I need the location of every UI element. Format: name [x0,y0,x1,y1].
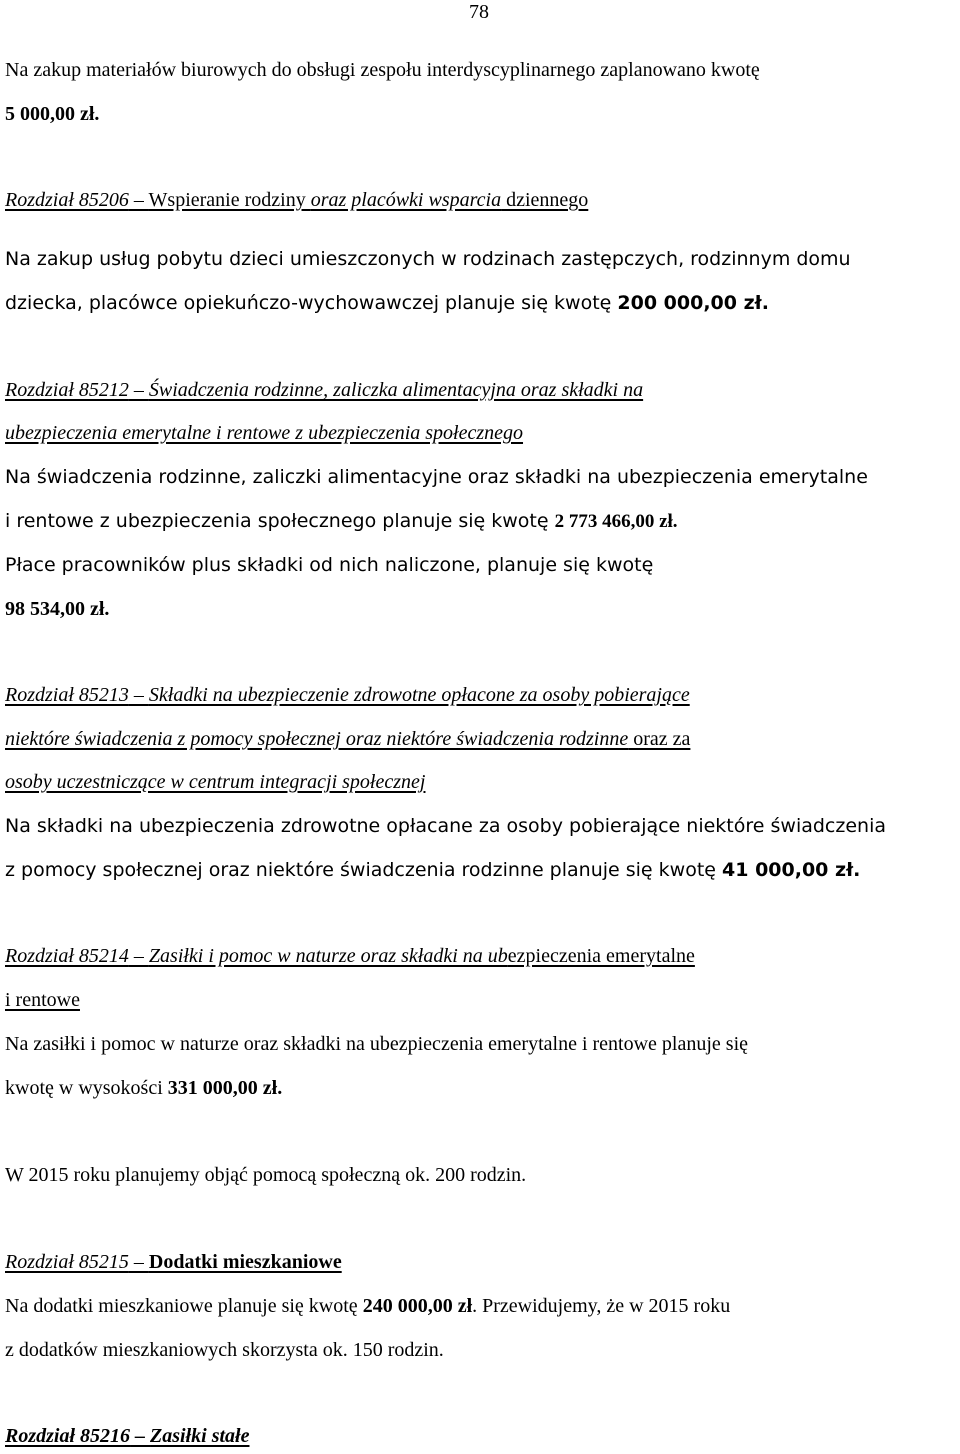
heading-85213-line2 [5,727,690,751]
paragraph-office-supplies-line1: Na zakup materiałów biurowych do obsługi zespołu interdyscyplinarnego zaplanowano kwotę [5,59,760,81]
paragraph-85212-text: i rentowe z ubezpieczenia społecznego planuje się kwotę [5,510,555,532]
paragraph-85206-text: dziecka, placówce opiekuńczo-wychowawczej planuje się kwotę [5,292,618,314]
amount-85213: 41 000,00 zł. [722,859,861,881]
paragraph-85212-line1: Na świadczenia rodzinne, zaliczki alimentacyjne oraz składki na ubezpieczenia emerytalne [5,466,868,488]
paragraph-85214-line1: Na zasiłki i pomoc w naturze oraz składki na ubezpieczenia emerytalne i rentowe planuje się [5,1033,749,1055]
paragraph-85213-line1: Na składki na ubezpieczenia zdrowotne opłacane za osoby pobierające niektóre świadczenia [5,815,886,837]
heading-85213-dash: – [128,684,149,706]
heading-85215-number: Rozdział 85215 [5,1251,129,1273]
paragraph-85215-line1 [5,1294,730,1318]
heading-85212-title-a: Świadczenia rodzinne, zaliczka alimentacyjna oraz składki na [148,379,644,401]
paragraph-85212-line3: Płace pracowników plus składki od nich naliczone, planuje się kwotę [5,554,654,576]
heading-85212-line2: ubezpieczenia emerytalne i rentowe z ubezpieczenia społecznego [5,422,524,444]
heading-85206 [5,188,588,212]
heading-85206-title-a: Wspieranie rodziny [148,189,311,211]
paragraph-85206-line2 [5,291,769,315]
paragraph-85213-line2 [5,858,860,882]
amount-85206: 200 000,00 zł. [617,292,769,314]
heading-85212-line1 [5,378,643,402]
paragraph-85213-text: z pomocy społecznej oraz niektóre świadczenia rodzinne planuje się kwotę [5,859,723,881]
heading-85206-dash: – [128,189,149,211]
heading-85213-title-c: oraz za [628,728,691,750]
heading-85206-title-c: dziennego [501,189,589,211]
heading-85212-number: Rozdział 85212 [5,379,129,401]
page-number: 78 [469,1,489,23]
heading-85206-number: Rozdział 85206 [5,189,129,211]
heading-85213-line1 [5,683,690,707]
heading-85216 [5,1424,249,1448]
paragraph-85214-text: kwotę w wysokości [5,1077,168,1099]
heading-85214-line1 [5,944,695,968]
heading-85214-line2: i rentowe [5,989,80,1011]
paragraph-85215-line2: z dodatków mieszkaniowych skorzysta ok. 150 rodzin. [5,1339,444,1361]
heading-85206-title-b: oraz placówki wsparcia [310,189,502,211]
heading-85214-title-a: Zasiłki i pomoc w naturze oraz składki na ub [148,945,508,967]
heading-85215-title: Dodatki mieszkaniowe [148,1251,342,1273]
heading-85215-dash: – [128,1251,149,1273]
office-supplies-amount: 5 000,00 zł. [5,103,100,125]
heading-85213-line3: osoby uczestniczące w centrum integracji społecznej [5,771,426,793]
amount-85212-salaries: 98 534,00 zł. [5,598,110,620]
heading-85214-title-b: ezpieczenia emerytalne [507,945,695,967]
heading-85215 [5,1250,342,1274]
paragraph-85206-line1: Na zakup usług pobytu dzieci umieszczonych w rodzinach zastępczych, rodzinnym domu [5,248,851,270]
heading-85216-title: Zasiłki stałe [150,1425,250,1447]
paragraph-85214-families: W 2015 roku planujemy objąć pomocą społeczną ok. 200 rodzin. [5,1164,527,1186]
paragraph-85212-line2 [5,509,678,534]
paragraph-85214-line2 [5,1076,282,1100]
heading-85213-title-a: Składki na ubezpieczenie zdrowotne opłacone za osoby pobierające [148,684,690,706]
paragraph-85215-text-b: . Przewidujemy, że w 2015 roku [472,1295,731,1317]
heading-85216-number: Rozdział 85216 [5,1425,131,1447]
paragraph-85215-text-a: Na dodatki mieszkaniowe planuje się kwotę [5,1295,363,1317]
amount-85214: 331 000,00 zł. [167,1077,283,1099]
heading-85214-dash: – [128,945,149,967]
heading-85216-dash: – [130,1425,151,1447]
heading-85213-title-b: niektóre świadczenia z pomocy społecznej oraz niektóre świadczenia rodzinne [5,728,629,750]
heading-85212-dash: – [128,379,149,401]
heading-85213-number: Rozdział 85213 [5,684,129,706]
heading-85214-number: Rozdział 85214 [5,945,129,967]
amount-85215: 240 000,00 zł [362,1295,473,1317]
amount-85212: 2 773 466,00 zł. [554,511,678,532]
